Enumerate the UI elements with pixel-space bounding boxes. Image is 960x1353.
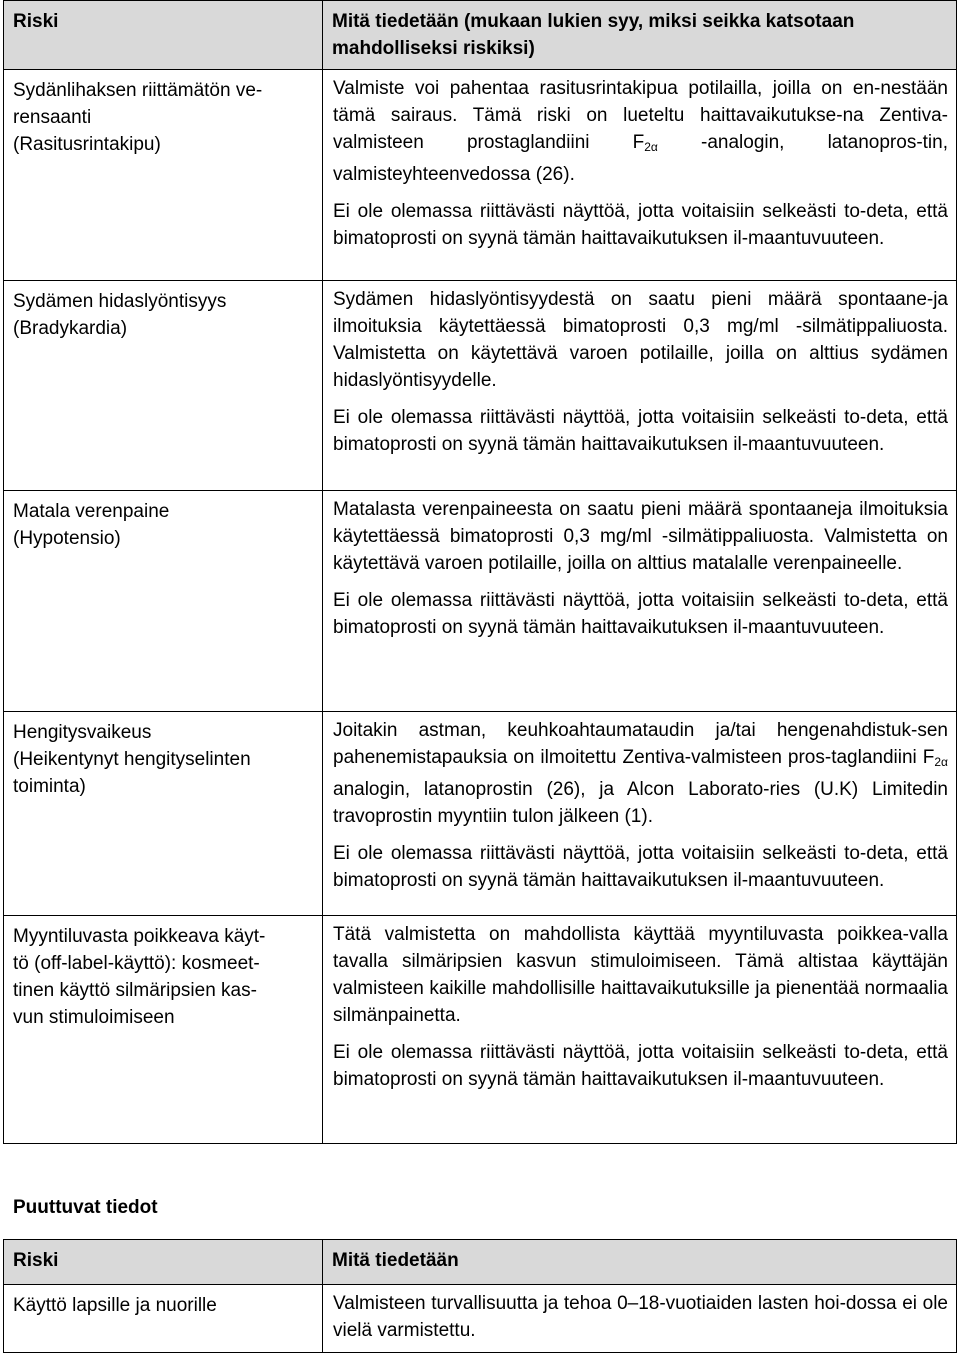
risk-line: Matala verenpaine: [13, 501, 170, 522]
risk-line: tö (off-label-käyttö): kosmeet-: [13, 953, 260, 974]
table-header-row: [4, 1240, 957, 1285]
subscript: 2α: [644, 140, 658, 154]
risk-cell: [4, 1285, 323, 1353]
risk-line: Hengitysvaikeus: [13, 722, 152, 743]
risk-line: (Hypotensio): [13, 528, 121, 549]
section-title: Puuttuvat tiedot: [13, 1197, 158, 1218]
missing-info-table: [3, 1239, 957, 1353]
evidence-paragraph: Ei ole olemassa riittävästi näyttöä, jotta voitaisiin selkeästi to-deta, että bimatoprosti on syynä tämän haittavaikutuksen il-maantuvuuteen.: [333, 843, 948, 891]
known-paragraph: Valmisteen turvallisuutta ja tehoa 0–18-vuotiaiden lasten hoi-dossa ei ole vielä varmistettu.: [333, 1293, 948, 1341]
risk-name: [4, 916, 322, 1031]
risk-cell: [4, 70, 323, 281]
known-cell: [323, 70, 957, 281]
header-cell-known: [323, 1240, 957, 1285]
evidence-paragraph: Ei ole olemassa riittävästi näyttöä, jotta voitaisiin selkeästi to-deta, että bimatoprosti on syynä tämän haittavaikutuksen il-maantuvuuteen.: [333, 590, 948, 638]
risk-name: [4, 491, 322, 552]
header-cell-known: [323, 1, 957, 70]
known-cell: [323, 491, 957, 712]
risk-name: Käyttö lapsille ja nuorille: [13, 1295, 217, 1316]
risk-line: toiminta): [13, 776, 86, 797]
table-row: [4, 491, 957, 712]
risk-line: (Rasitusrintakipu): [13, 134, 161, 155]
risk-line: Sydänlihaksen riittämätön ve-: [13, 80, 263, 101]
risk-line: (Heikentynyt hengityselinten: [13, 749, 251, 770]
text-part: analogin, latanoprostin (26), ja Alcon Laborato-ries (U.K) Limitedin travoprostin myyntiin tulon jälkeen (1).: [333, 779, 948, 827]
header-known-label: Mitä tiedetään: [332, 1250, 459, 1271]
risk-line: Sydämen hidaslyöntisyys: [13, 291, 227, 312]
evidence-paragraph: Ei ole olemassa riittävästi näyttöä, jotta voitaisiin selkeästi to-deta, että bimatoprosti on syynä tämän haittavaikutuksen il-maantuvuuteen.: [333, 201, 948, 249]
table-row: [4, 281, 957, 491]
header-known-label: [323, 1, 956, 62]
table-row: [4, 70, 957, 281]
text-part: Joitakin astman, keuhkoahtaumataudin ja/tai hengenahdistuk-sen pahenemistapauksia on ilmoitettu Zentiva-valmisteen pros-taglandiini F: [333, 720, 948, 768]
known-paragraph: Matalasta verenpaineesta on saatu pieni määrä spontaaneja ilmoituksia käytettäessä bimatoprosti 0,3 mg/ml -silmätippaliuosta. Valmistetta on käytettävä varoen potilaille, joilla on alttius matalalle verenpaineelle.: [333, 499, 948, 574]
header-known-line2: mahdolliseksi riskiksi): [332, 38, 535, 59]
evidence-paragraph: Ei ole olemassa riittävästi näyttöä, jotta voitaisiin selkeästi to-deta, että bimatoprosti on syynä tämän haittavaikutuksen il-maantuvuuteen.: [333, 1042, 948, 1090]
risk-cell: [4, 916, 323, 1144]
risk-line: (Bradykardia): [13, 318, 128, 339]
known-cell: [323, 281, 957, 491]
risk-line: rensaanti: [13, 107, 92, 128]
risk-name: [4, 712, 322, 800]
known-cell: [323, 1285, 957, 1353]
table-row: [4, 1285, 957, 1353]
known-paragraph: Sydämen hidaslyöntisyydestä on saatu pieni määrä spontaane-ja ilmoituksia käytettäessä bimatoprosti 0,3 mg/ml -silmätippaliuosta. Valmistetta on käytettävä varoen potilaille, joilla on alttius sydämen hidaslyöntisyydelle.: [333, 289, 948, 391]
table-header-row: [4, 1, 957, 70]
text-part: -analogin, latanopros-tin, valmisteyhteenvedossa (26).: [333, 132, 948, 185]
header-known-line1: Mitä tiedetään (mukaan lukien syy, miksi seikka katsotaan: [332, 11, 855, 32]
header-risk-label: Riski: [13, 11, 59, 32]
risk-cell: [4, 491, 323, 712]
text-part: Valmiste voi pahentaa rasitusrintakipua potilailla, joilla on en-nestään tämä sairaus. Tämä riski on lueteltu haittavaikutukse-na Zentiva-valmisteen prostaglandiini F: [333, 78, 948, 153]
table-row: [4, 916, 957, 1144]
risk-table: [3, 0, 957, 1144]
risk-cell: [4, 712, 323, 916]
header-risk-label: Riski: [13, 1250, 59, 1271]
risk-name: [4, 281, 322, 342]
header-cell-risk: [4, 1, 323, 70]
table-row: [4, 712, 957, 916]
risk-line: vun stimuloimiseen: [13, 1007, 175, 1028]
known-paragraph: Tätä valmistetta on mahdollista käyttää myyntiluvasta poikkea-valla tavalla silmäripsien kasvun stimuloimiseen. Tämä altistaa käyttäjän valmisteen kaikille mahdollisille haittavaikutuksille ja pienentää normaalia silmänpainetta.: [333, 924, 948, 1026]
risk-name: [4, 70, 322, 158]
risk-cell: [4, 281, 323, 491]
known-cell: [323, 916, 957, 1144]
subscript: 2α: [934, 755, 948, 769]
evidence-paragraph: Ei ole olemassa riittävästi näyttöä, jotta voitaisiin selkeästi to-deta, että bimatoprosti on syynä tämän haittavaikutuksen il-maantuvuuteen.: [333, 407, 948, 455]
known-paragraph: [323, 75, 956, 188]
known-cell: [323, 712, 957, 916]
known-paragraph: [323, 717, 956, 830]
header-cell-risk: [4, 1240, 323, 1285]
risk-line: tinen käyttö silmäripsien kas-: [13, 980, 257, 1001]
risk-line: Myyntiluvasta poikkeava käyt-: [13, 926, 266, 947]
